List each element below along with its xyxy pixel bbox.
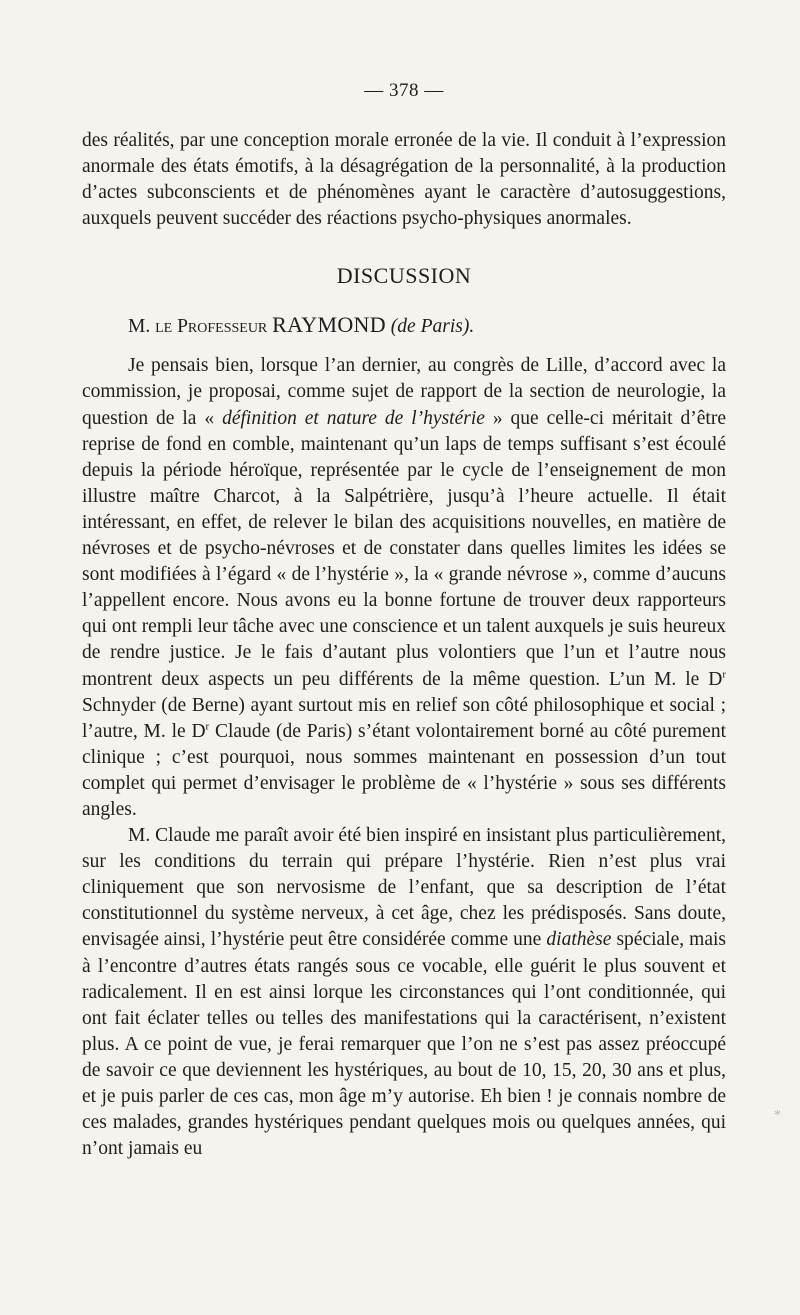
text-span: M. Claude me paraît avoir été bien inspiré en insistant plus particulièrement, sur les conditions du terrain qui prépare l’hystérie. Rien n’est plus vrai cliniquement que son nervosisme de l’enfant, que sa description de l’état constitutionnel du système nerveux, à cet âge, chez les prédisposés. Sans doute, envisagée ainsi, l’hystérie peut être considérée comme une — [82, 825, 726, 951]
text-span: spéciale, mais à l’encontre d’autres états rangés sous ce vocable, elle guérit le plus souvent et radicalement. Il en est ainsi lorque les circonstances qui l’ont conditionnée, qui ont fait éclater telles ou telles des manifestations qui la caractérisent, n’existent plus. A ce point de vue, je ferai remarquer que l’on ne s’est pas assez préoccupé de savoir ce que deviennent les hystériques, au bout de 10, 15, 20, 30 ans et plus, et je puis parler de ces cas, mon âge m’y autorise. Eh bien ! je connais nombre de ces malades, grandes hystériques pendant quelques mois ou quelques années, qui n’ont jamais eu — [82, 929, 727, 1160]
page-number: — 378 — — [364, 80, 444, 101]
margin-mark: * — [774, 1108, 781, 1123]
text-span: Claude (de Paris) s’étant volontairement borné au côté purement clinique ; c’est pourquoi, nous sommes maintenant en possession d’un tout complet qui permet d’envisager le problème de « l’hystérie » sous ses différents angles. — [82, 720, 726, 820]
text-span: Schnyder (de Berne) ayant surtout mis en relief son côté philosophique et social ; l’autre, M. le D — [82, 694, 726, 742]
speaker-place: (de Paris). — [390, 316, 475, 338]
speaker-line — [82, 312, 726, 340]
opening-paragraph: des réalités, par une conception morale erronée de la vie. Il conduit à l’expression anormale des états émotifs, à la désagrégation de la personnalité, à la production d’actes subconscients et de phénomènes ayant le caractère d’autosuggestions, auxquels peuvent succéder des réactions psycho-physiques anormales. — [82, 130, 726, 230]
speaker-title: M. le Professeur — [128, 316, 268, 338]
paragraph-2 — [82, 353, 726, 823]
italic-text: diathèse — [546, 929, 612, 951]
superscript: r — [205, 720, 210, 733]
text-span: » que celle-ci méritait d’être reprise de fond en comble, maintenant qu’un laps de temps suffisant s’est écoulé depuis la période héroïque, représentée par le cycle de l’enseignement de mon illustre maître Charcot, à la Salpétrière, jusqu’à l’heure actuelle. Il était intéressant, en effet, de relever le bilan des acquisitions nouvelles, en matière de névroses et de psycho-névroses et de constater dans quelles limites les idées se sont modifiées à l’égard « de l’hystérie », la « grande névrose », comme d’aucuns l’appellent encore. Nous avons eu la bonne fortune de trouver deux rapporteurs qui ont rempli leur tâche avec une conscience et un talent auxquels je suis heureux de rendre justice. Je le fais d’autant plus volontiers que l’un et l’autre nous montrent deux aspects un peu différents de la même question. L’un M. le D — [82, 407, 726, 690]
section-heading: DISCUSSION — [336, 263, 472, 289]
text-span: Je pensais bien, lorsque l’an dernier, au congrès de Lille, d’accord avec la commission, je proposai, comme sujet de rapport de la section de neurologie, la question de la « — [82, 355, 726, 429]
superscript: r — [722, 668, 726, 680]
italic-text: définition et nature de l’hystérie — [222, 407, 485, 429]
paragraph-3 — [82, 823, 726, 1162]
document-page — [82, 78, 726, 1162]
speaker-name: RAYMOND — [272, 312, 386, 338]
